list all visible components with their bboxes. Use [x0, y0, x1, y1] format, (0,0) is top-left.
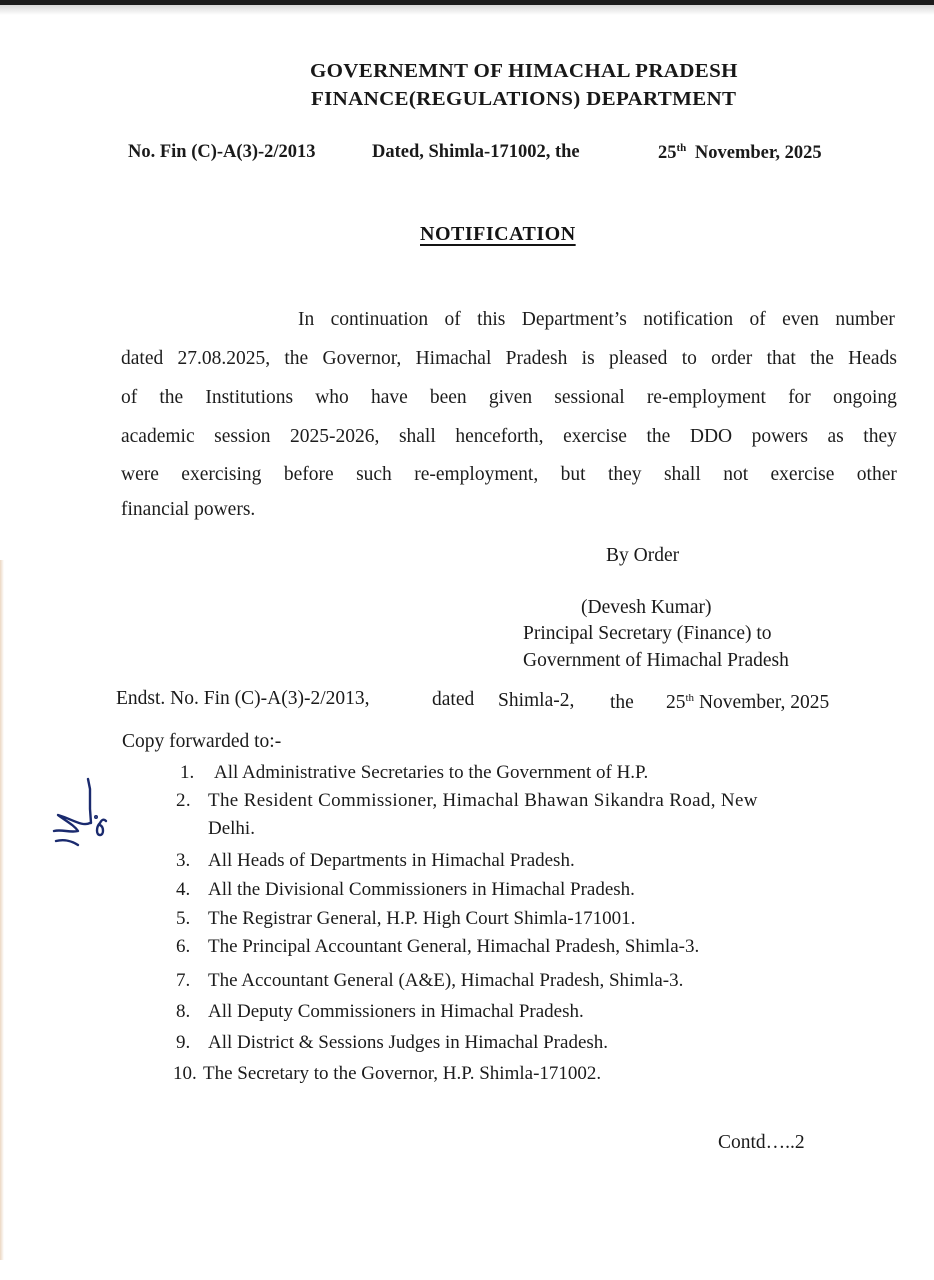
word: to — [681, 348, 697, 369]
word: 27.08.2025, — [177, 348, 271, 369]
word: notification — [643, 309, 734, 330]
by-order: By Order — [606, 545, 680, 566]
recipient-item — [176, 879, 635, 901]
word: order — [711, 348, 753, 369]
word: who — [315, 387, 349, 408]
word: this — [477, 309, 506, 330]
word: financial powers. — [121, 499, 256, 520]
department-header: FINANCE(REGULATIONS) DEPARTMENT — [311, 88, 737, 110]
word: henceforth, — [455, 426, 544, 447]
word: the — [159, 387, 184, 408]
word: academic — [121, 426, 195, 447]
recipient-number: 9. — [176, 1032, 191, 1053]
recipient-item — [180, 762, 648, 784]
govt-header: GOVERNEMNT OF HIMACHAL PRADESH — [310, 60, 738, 82]
reference-day: 25 — [658, 143, 677, 163]
word: they — [863, 426, 897, 447]
recipient-number: 3. — [176, 850, 191, 871]
word: of — [121, 387, 138, 408]
word: for — [788, 387, 811, 408]
recipient-text: All Heads of Departments in Himachal Pradesh. — [208, 850, 575, 871]
recipient-text: The Principal Accountant General, Himachal Pradesh, Shimla-3. — [208, 936, 700, 957]
recipient-item — [173, 1063, 601, 1085]
word: Himachal — [415, 348, 492, 369]
reference-dated-place: Dated, Shimla-171002, the — [372, 142, 580, 162]
word: pleased — [608, 348, 668, 369]
signatory-name: (Devesh Kumar) — [581, 597, 712, 618]
recipient-text: The Accountant General (A&E), Himachal Pradesh, Shimla-3. — [208, 970, 684, 991]
word: the — [646, 426, 671, 447]
endorsement-dated: dated — [432, 689, 475, 710]
word: re-employment — [646, 387, 766, 408]
recipient-item — [176, 936, 699, 958]
recipient-text: All District & Sessions Judges in Himachal Pradesh. — [208, 1032, 609, 1053]
reference-number: No. Fin (C)-A(3)-2/2013 — [128, 142, 316, 162]
recipient-number: 2. — [176, 790, 191, 811]
word: dated — [121, 348, 164, 369]
word: Heads — [848, 348, 897, 369]
handwritten-initials-icon — [38, 775, 110, 865]
word: given — [488, 387, 533, 408]
word: In — [298, 309, 315, 330]
word: the — [284, 348, 309, 369]
word: they — [607, 464, 642, 485]
recipient-text: All Administrative Secretaries to the Government of H.P. — [214, 762, 649, 783]
recipient-text: The Registrar General, H.P. High Court Shimla-171001. — [208, 908, 636, 929]
word: exercising — [181, 464, 262, 485]
word: that — [766, 348, 796, 369]
word: such — [356, 464, 392, 485]
word: not — [723, 464, 749, 485]
word: continuation — [330, 309, 429, 330]
paragraph-line-5 — [121, 464, 897, 486]
endorsement-day-suffix: th — [685, 692, 695, 704]
word: Institutions — [205, 387, 294, 408]
word: shall — [663, 464, 701, 485]
endorsement-month-year: November, 2025 — [698, 692, 830, 713]
word: Pradesh — [505, 348, 568, 369]
recipient-item — [176, 1001, 584, 1023]
word: session — [214, 426, 271, 447]
word: DDO — [689, 426, 733, 447]
word: is — [581, 348, 595, 369]
continued-marker: Contd…..2 — [718, 1132, 805, 1153]
word: but — [560, 464, 586, 485]
recipient-number: 4. — [176, 879, 191, 900]
endorsement-number: Endst. No. Fin (C)-A(3)-2/2013, — [116, 688, 370, 709]
word: other — [856, 464, 897, 485]
notification-title: NOTIFICATION — [420, 223, 576, 245]
paragraph-line-3 — [121, 387, 897, 409]
endorsement-date — [666, 692, 829, 714]
word: were — [121, 464, 159, 485]
recipient-number: 1. — [180, 762, 195, 783]
endorsement-day: 25 — [666, 692, 686, 713]
recipient-item — [176, 1032, 608, 1054]
word: of — [444, 309, 461, 330]
word: powers — [751, 426, 808, 447]
recipient-number: 6. — [176, 936, 191, 957]
recipient-item-continuation: Delhi. — [208, 818, 255, 839]
word: Department’s — [521, 309, 627, 330]
word: have — [370, 387, 408, 408]
word: before — [283, 464, 334, 485]
copy-forwarded-label: Copy forwarded to:- — [122, 731, 282, 752]
word: even — [782, 309, 819, 330]
endorsement-the: the — [610, 692, 634, 713]
word: of — [749, 309, 766, 330]
recipient-number: 5. — [176, 908, 191, 929]
endorsement-place: Shimla-2, — [498, 690, 575, 711]
recipient-text: The Secretary to the Governor, H.P. Shimla-171002. — [203, 1063, 602, 1084]
paragraph-line-2 — [121, 348, 897, 370]
top-shadow — [0, 5, 934, 15]
signatory-designation: Principal Secretary (Finance) to — [523, 623, 772, 644]
signatory-organization: Government of Himachal Pradesh — [523, 650, 789, 671]
recipient-text: All the Divisional Commissioners in Himachal Pradesh. — [208, 879, 635, 900]
word: exercise — [770, 464, 835, 485]
word: Governor, — [322, 348, 402, 369]
word: as — [827, 426, 844, 447]
reference-month-year: November, 2025 — [694, 143, 822, 163]
recipient-item — [176, 850, 575, 872]
recipient-item — [176, 908, 635, 930]
recipient-text: All Deputy Commissioners in Himachal Pradesh. — [208, 1001, 584, 1022]
recipient-number: 10. — [173, 1063, 197, 1084]
paragraph-line-6 — [121, 499, 897, 521]
recipient-number: 7. — [176, 970, 191, 991]
paper-left-edge — [0, 560, 4, 1260]
word: ongoing — [832, 387, 897, 408]
recipient-number: 8. — [176, 1001, 191, 1022]
recipient-item — [176, 970, 683, 992]
paragraph-line-1 — [298, 309, 895, 331]
paragraph-line-4 — [121, 426, 897, 448]
word: sessional — [554, 387, 625, 408]
word: re-employment, — [414, 464, 539, 485]
word: shall — [398, 426, 436, 447]
reference-date — [658, 142, 822, 164]
word: number — [835, 309, 895, 330]
recipient-item — [176, 790, 758, 812]
word: 2025-2026, — [290, 426, 380, 447]
recipient-text: The Resident Commissioner, Himachal Bhawan Sikandra Road, New — [208, 790, 758, 811]
reference-day-suffix: th — [676, 142, 687, 154]
word: the — [810, 348, 834, 369]
word: been — [429, 387, 467, 408]
word: exercise — [563, 426, 627, 447]
